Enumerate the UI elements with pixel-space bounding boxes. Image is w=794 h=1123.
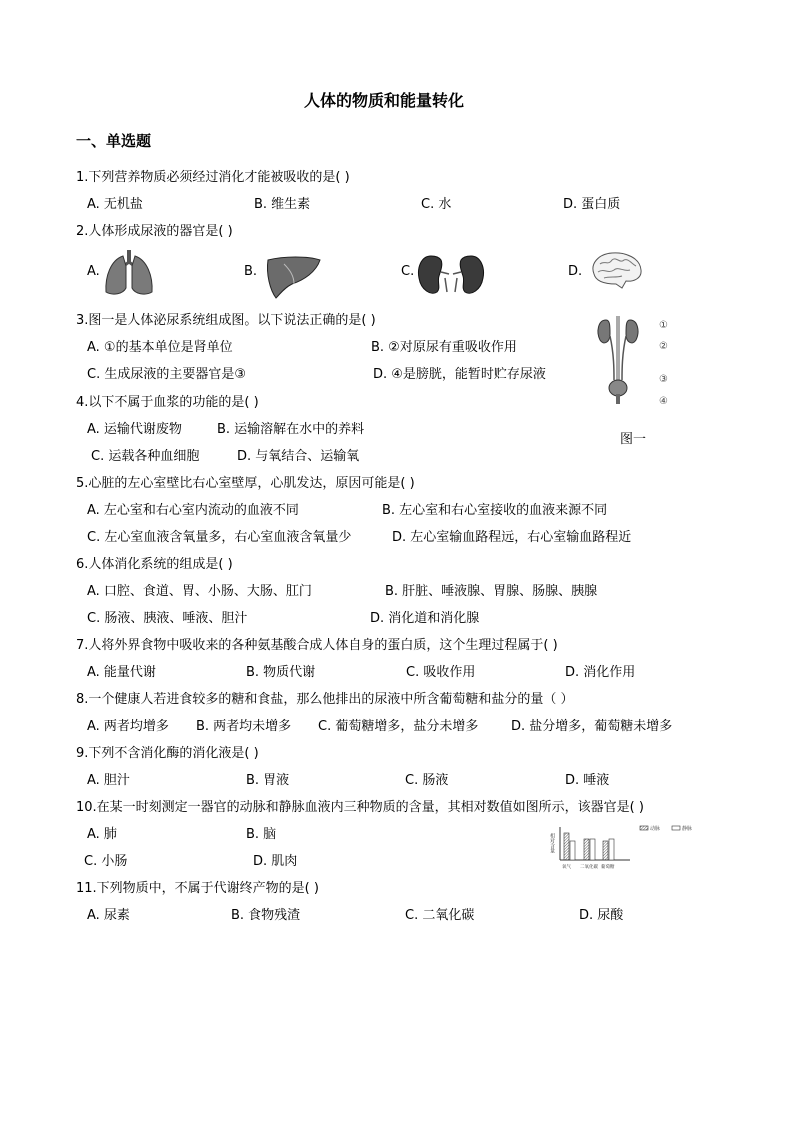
q9-option-a[interactable]: A. 胆汁 <box>87 773 130 788</box>
lungs-image[interactable] <box>103 248 155 298</box>
q8-option-c[interactable]: C. 葡萄糖增多，盐分未增多 <box>318 719 479 734</box>
q9-option-c[interactable]: C. 肠液 <box>405 773 449 788</box>
q5-option-a[interactable]: A. 左心室和右心室内流动的血液不同 <box>87 503 299 518</box>
legend-artery-label: 动脉 <box>650 826 661 832</box>
brain-image[interactable] <box>588 250 644 292</box>
q8-option-a[interactable]: A. 两者均增多 <box>87 719 169 734</box>
figure1-marker-2: ② <box>659 341 668 352</box>
q6-option-c[interactable]: C. 肠液、胰液、唾液、胆汁 <box>87 611 248 626</box>
question-7-stem: 7.人将外界食物中吸收来的各种氨基酸合成人体自身的蛋白质，这个生理过程属于( ) <box>76 638 558 653</box>
figure1-marker-1: ① <box>659 320 668 331</box>
figure1-marker-3: ③ <box>659 374 668 385</box>
q4-option-b[interactable]: B. 运输溶解在水中的养料 <box>217 422 365 437</box>
q9-option-b[interactable]: B. 胃液 <box>246 773 290 788</box>
bar-glucose-artery <box>603 841 608 860</box>
q6-option-a[interactable]: A. 口腔、食道、胃、小肠、大肠、肛门 <box>87 584 312 599</box>
q1-option-d[interactable]: D. 蛋白质 <box>563 197 621 212</box>
bar-oxygen-vein <box>570 841 575 860</box>
question-9-stem: 9.下列不含消化酶的消化液是( ) <box>76 746 259 761</box>
q10-option-d[interactable]: D. 肌肉 <box>253 854 298 869</box>
q11-option-a[interactable]: A. 尿素 <box>87 908 130 923</box>
question-5-stem: 5.心脏的左心室壁比右心室壁厚，心肌发达，原因可能是( ) <box>76 476 415 491</box>
bar-co2-vein <box>590 839 595 860</box>
liver-image[interactable] <box>264 254 322 300</box>
kidneys-image[interactable] <box>417 252 485 298</box>
q7-option-a[interactable]: A. 能量代谢 <box>87 665 156 680</box>
q10-option-a[interactable]: A. 肺 <box>87 827 117 842</box>
bar-co2-artery <box>584 839 589 860</box>
q1-option-a[interactable]: A. 无机盐 <box>87 197 143 212</box>
question-2-stem: 2.人体形成尿液的器官是( ) <box>76 224 233 239</box>
q10-option-c[interactable]: C. 小肠 <box>84 854 128 869</box>
q3-option-b[interactable]: B. ②对原尿有重吸收作用 <box>371 340 517 355</box>
q7-option-c[interactable]: C. 吸收作用 <box>406 665 476 680</box>
q4-option-d[interactable]: D. 与氧结合、运输氧 <box>237 449 360 464</box>
q4-option-c[interactable]: C. 运载各种血细胞 <box>91 449 200 464</box>
legend-vein-swatch <box>672 826 680 830</box>
question-3-stem: 3.图一是人体泌尿系统组成图。以下说法正确的是( ) <box>76 313 376 328</box>
chart-category-co2: 二氧化碳 <box>580 865 598 870</box>
q6-option-b[interactable]: B. 肝脏、唾液腺、胃腺、肠腺、胰腺 <box>385 584 598 599</box>
q7-option-b[interactable]: B. 物质代谢 <box>246 665 316 680</box>
blood-content-chart <box>548 823 706 871</box>
legend-artery-swatch <box>640 826 648 830</box>
q2-option-c[interactable]: C. <box>401 264 415 279</box>
q2-option-b[interactable]: B. <box>244 264 258 279</box>
chart-category-oxygen: 氧气 <box>562 865 571 870</box>
q3-option-c[interactable]: C. 生成尿液的主要器官是③ <box>87 367 246 382</box>
question-10-stem: 10.在某一时刻测定一器官的动脉和静脉血液内三种物质的含量，其相对数值如图所示，该器官是( ) <box>76 800 644 815</box>
q3-option-a[interactable]: A. ①的基本单位是肾单位 <box>87 340 233 355</box>
q5-option-c[interactable]: C. 左心室血液含氧量多，右心室血液含氧量少 <box>87 530 352 545</box>
q1-option-c[interactable]: C. 水 <box>421 197 452 212</box>
q9-option-d[interactable]: D. 唾液 <box>565 773 610 788</box>
section-heading: 一、单选题 <box>76 132 152 150</box>
q4-option-a[interactable]: A. 运输代谢废物 <box>87 422 182 437</box>
chart-category-glucose: 葡萄糖 <box>601 865 615 870</box>
q11-option-b[interactable]: B. 食物残渣 <box>231 908 301 923</box>
figure1-marker-4: ④ <box>659 396 668 407</box>
q8-option-b[interactable]: B. 两者均未增多 <box>196 719 292 734</box>
chart-ylabel: 相对含量 <box>549 833 555 853</box>
q1-option-b[interactable]: B. 维生素 <box>254 197 311 212</box>
bar-glucose-vein <box>609 839 614 860</box>
figure1-caption: 图一 <box>620 432 647 447</box>
q10-option-b[interactable]: B. 脑 <box>246 827 277 842</box>
legend-vein-label: 静脉 <box>682 826 693 832</box>
question-8-stem: 8.一个健康人若进食较多的糖和食盐，那么他排出的尿液中所含葡萄糖和盐分的量（ ） <box>76 692 574 707</box>
q6-option-d[interactable]: D. 消化道和消化腺 <box>370 611 480 626</box>
question-11-stem: 11.下列物质中，不属于代谢终产物的是( ) <box>76 881 319 896</box>
question-6-stem: 6.人体消化系统的组成是( ) <box>76 557 233 572</box>
q3-option-d[interactable]: D. ④是膀胱，能暂时贮存尿液 <box>373 367 546 382</box>
q7-option-d[interactable]: D. 消化作用 <box>565 665 636 680</box>
bar-oxygen-artery <box>564 833 569 860</box>
question-1-stem: 1.下列营养物质必须经过消化才能被吸收的是( ) <box>76 170 350 185</box>
q2-option-d[interactable]: D. <box>568 264 583 279</box>
q5-option-b[interactable]: B. 左心室和右心室接收的血液来源不同 <box>382 503 608 518</box>
q11-option-d[interactable]: D. 尿酸 <box>579 908 624 923</box>
q11-option-c[interactable]: C. 二氧化碳 <box>405 908 475 923</box>
q5-option-d[interactable]: D. 左心室输血路程远，右心室输血路程近 <box>392 530 632 545</box>
q2-option-a[interactable]: A. <box>87 264 100 279</box>
page-title: 人体的物质和能量转化 <box>304 91 465 110</box>
question-4-stem: 4.以下不属于血浆的功能的是( ) <box>76 395 259 410</box>
q8-option-d[interactable]: D. 盐分增多，葡萄糖未增多 <box>511 719 673 734</box>
